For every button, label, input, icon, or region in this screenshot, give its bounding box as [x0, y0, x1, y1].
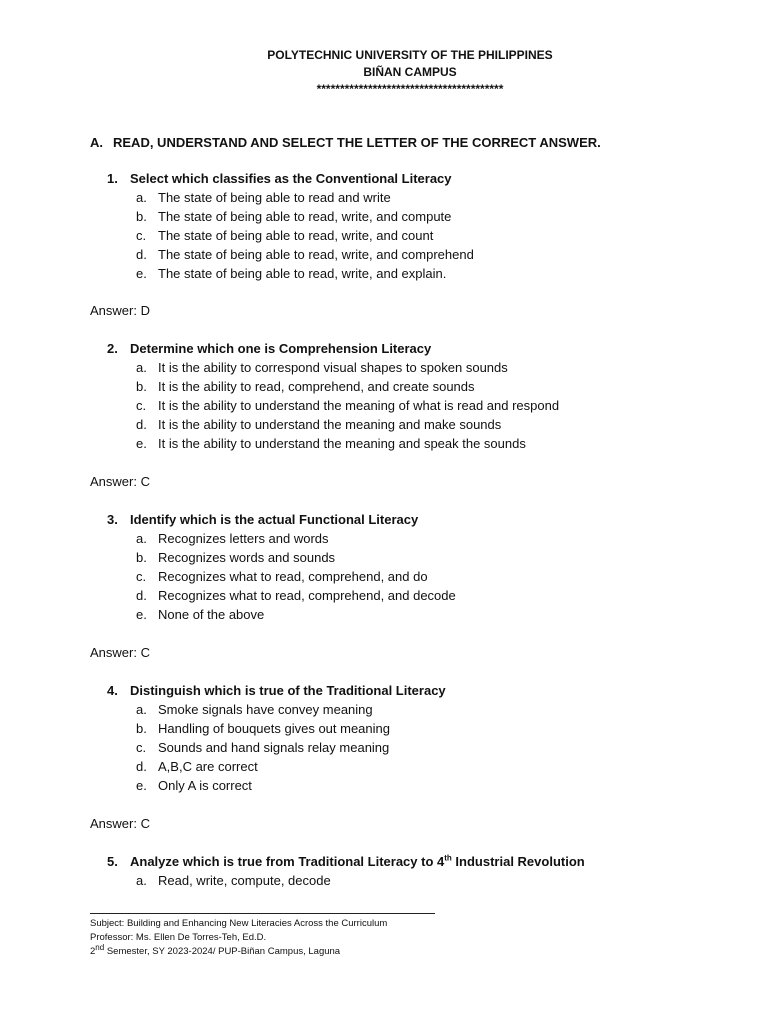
option-text: Recognizes words and sounds — [158, 550, 336, 565]
option-3b — [136, 549, 335, 567]
question-text: Select which classifies as the Conventional Literacy — [130, 171, 452, 186]
option-text: It is the ability to read, comprehend, and create sounds — [158, 379, 475, 394]
option-letter: d. — [136, 247, 147, 262]
campus-name: BIÑAN CAMPUS — [363, 65, 457, 79]
section-heading — [90, 134, 601, 152]
question-text: Analyze which is true from Traditional Literacy to 4 — [130, 854, 445, 869]
answer-3: Answer: C — [90, 645, 150, 660]
option-letter: c. — [136, 228, 147, 243]
option-letter: e. — [136, 266, 147, 281]
question-4 — [107, 682, 446, 700]
option-letter: e. — [136, 607, 147, 622]
option-1d — [136, 246, 474, 264]
section-title: READ, UNDERSTAND AND SELECT THE LETTER OF THE CORRECT ANSWER. — [113, 135, 601, 150]
option-letter: d. — [136, 588, 147, 603]
option-letter: a. — [136, 531, 147, 546]
option-4b — [136, 720, 390, 738]
question-number: 3. — [107, 512, 118, 527]
option-text: Sounds and hand signals relay meaning — [158, 740, 390, 755]
option-letter: e. — [136, 778, 147, 793]
option-2b — [136, 378, 475, 396]
option-5a — [136, 872, 331, 890]
option-4d — [136, 758, 258, 776]
question-number: 4. — [107, 683, 118, 698]
document-header — [0, 47, 768, 98]
question-text: Determine which one is Comprehension Literacy — [130, 341, 432, 356]
option-text: The state of being able to read, write, and count — [158, 228, 434, 243]
option-text: Only A is correct — [158, 778, 252, 793]
option-text: Handling of bouquets gives out meaning — [158, 721, 390, 736]
option-text: The state of being able to read, write, and compute — [158, 209, 452, 224]
option-letter: c. — [136, 740, 147, 755]
option-text: It is the ability to understand the meaning and speak the sounds — [158, 436, 526, 451]
option-3d — [136, 587, 456, 605]
question-text: Identify which is the actual Functional Literacy — [130, 512, 419, 527]
answer-4: Answer: C — [90, 816, 150, 831]
option-text: Smoke signals have convey meaning — [158, 702, 373, 717]
option-4c — [136, 739, 389, 757]
footer-subject: Subject: Building and Enhancing New Literacies Across the Curriculum — [90, 918, 388, 929]
section-letter: A. — [90, 135, 103, 150]
question-text-end: Industrial Revolution — [451, 854, 585, 869]
option-1e — [136, 265, 446, 283]
option-4a — [136, 701, 373, 719]
header-separator: **************************************** — [316, 82, 504, 96]
option-letter: b. — [136, 550, 147, 565]
semester-text: Semester, SY 2023-2024/ PUP-Biñan Campus, Laguna — [104, 946, 341, 957]
answer-2: Answer: C — [90, 474, 150, 489]
option-letter: d. — [136, 759, 147, 774]
option-text: A,B,C are correct — [158, 759, 258, 774]
option-letter: e. — [136, 436, 147, 451]
question-number: 2. — [107, 341, 118, 356]
option-text: None of the above — [158, 607, 265, 622]
question-text: Distinguish which is true of the Traditional Literacy — [130, 683, 446, 698]
footer-semester — [90, 942, 341, 959]
semester-number: 2 — [90, 946, 96, 957]
option-letter: d. — [136, 417, 147, 432]
option-text: Read, write, compute, decode — [158, 873, 331, 888]
option-text: Recognizes letters and words — [158, 531, 329, 546]
option-text: It is the ability to understand the meaning of what is read and respond — [158, 398, 560, 413]
option-3a — [136, 530, 329, 548]
option-letter: a. — [136, 873, 147, 888]
question-3 — [107, 511, 418, 529]
option-4e — [136, 777, 252, 795]
option-1b — [136, 208, 451, 226]
option-letter: a. — [136, 190, 147, 205]
footer-divider — [90, 913, 435, 914]
university-name: POLYTECHNIC UNIVERSITY OF THE PHILIPPINES — [267, 48, 553, 62]
question-1 — [107, 170, 452, 188]
option-text: The state of being able to read, write, and comprehend — [158, 247, 474, 262]
option-text: The state of being able to read, write, and explain. — [158, 266, 447, 281]
option-letter: c. — [136, 569, 147, 584]
option-2c — [136, 397, 559, 415]
semester-superscript: nd — [95, 942, 105, 952]
option-text: Recognizes what to read, comprehend, and decode — [158, 588, 456, 603]
question-2 — [107, 340, 431, 358]
option-text: The state of being able to read and write — [158, 190, 391, 205]
question-number: 5. — [107, 854, 118, 869]
option-1c — [136, 227, 433, 245]
footer-professor: Professor: Ms. Ellen De Torres-Teh, Ed.D. — [90, 932, 267, 943]
option-2d — [136, 416, 501, 434]
option-letter: a. — [136, 702, 147, 717]
option-2a — [136, 359, 508, 377]
option-1a — [136, 189, 391, 207]
option-letter: c. — [136, 398, 147, 413]
option-text: It is the ability to correspond visual shapes to spoken sounds — [158, 360, 508, 375]
option-letter: a. — [136, 360, 147, 375]
question-5 — [107, 853, 585, 871]
option-text: Recognizes what to read, comprehend, and do — [158, 569, 428, 584]
answer-1: Answer: D — [90, 303, 150, 318]
option-3e — [136, 606, 264, 624]
option-2e — [136, 435, 526, 453]
option-letter: b. — [136, 209, 147, 224]
option-letter: b. — [136, 379, 147, 394]
option-letter: b. — [136, 721, 147, 736]
option-3c — [136, 568, 428, 586]
question-superscript: th — [444, 853, 452, 863]
question-number: 1. — [107, 171, 118, 186]
option-text: It is the ability to understand the meaning and make sounds — [158, 417, 502, 432]
